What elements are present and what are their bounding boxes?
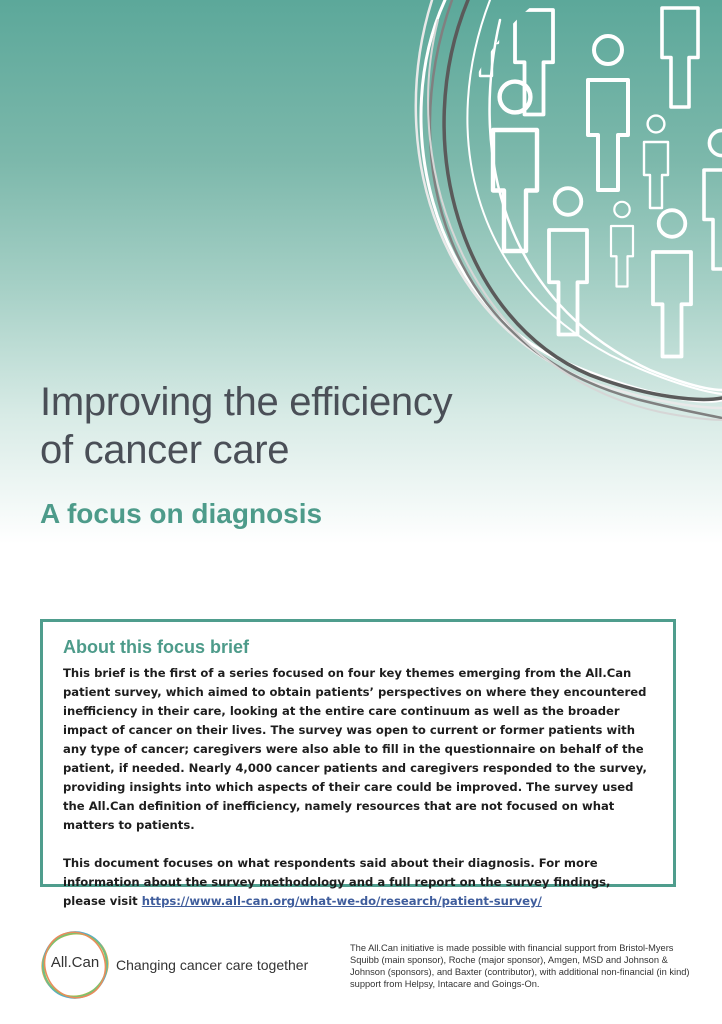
brief-heading: About this focus brief: [63, 637, 249, 657]
about-brief-box: [40, 619, 676, 908]
brief-paragraph-2: [63, 854, 653, 911]
tagline: Changing cancer care together: [116, 957, 309, 973]
document-subtitle: A focus on diagnosis: [40, 498, 323, 529]
brief-paragraph-2-text: This document focuses on what respondents said about their diagnosis. For more information about the survey methodology and a full report on the survey findings, please visit: [63, 856, 611, 908]
brief-paragraph-1: This brief is the first of a series focused on four key themes emerging from the All.Can patient survey, which aimed to obtain patients’ perspectives on where they encountered inefficiency in their care, looking at the entire care continuum as well as the broader impact of cancer on their lives. The survey was open to current or former patients with any type of cancer; caregivers were also able to fill in the questionnaire on behalf of the patient, if needed. Nearly 4,000 cancer patients and caregivers responded to the survey, providing insights into which aspects of their care could be improved. The survey used the All.Can definition of inefficiency, namely resources that are not focused on what matters to patients.: [63, 666, 647, 832]
document-title: [40, 378, 452, 474]
title-line-1: Improving the efficiency: [40, 380, 453, 424]
title-line-2: of cancer care: [40, 428, 290, 472]
logo-text: All.Can: [50, 954, 100, 971]
survey-link[interactable]: https://www.all-can.org/what-we-do/research/patient-survey/: [141, 894, 542, 908]
allcan-logo: [40, 930, 110, 1000]
sponsor-note: The All.Can initiative is made possible with financial support from Bristol-Myers Squibb (main sponsor), Roche (major sponsor), Amgen, MSD and Johnson & Johnson (sponsors), and Baxter (contributor), with additional non-financial (in kind) support from Helpsy, Intacare and Goings-On.: [350, 943, 690, 989]
people-illustration: [0, 0, 722, 440]
